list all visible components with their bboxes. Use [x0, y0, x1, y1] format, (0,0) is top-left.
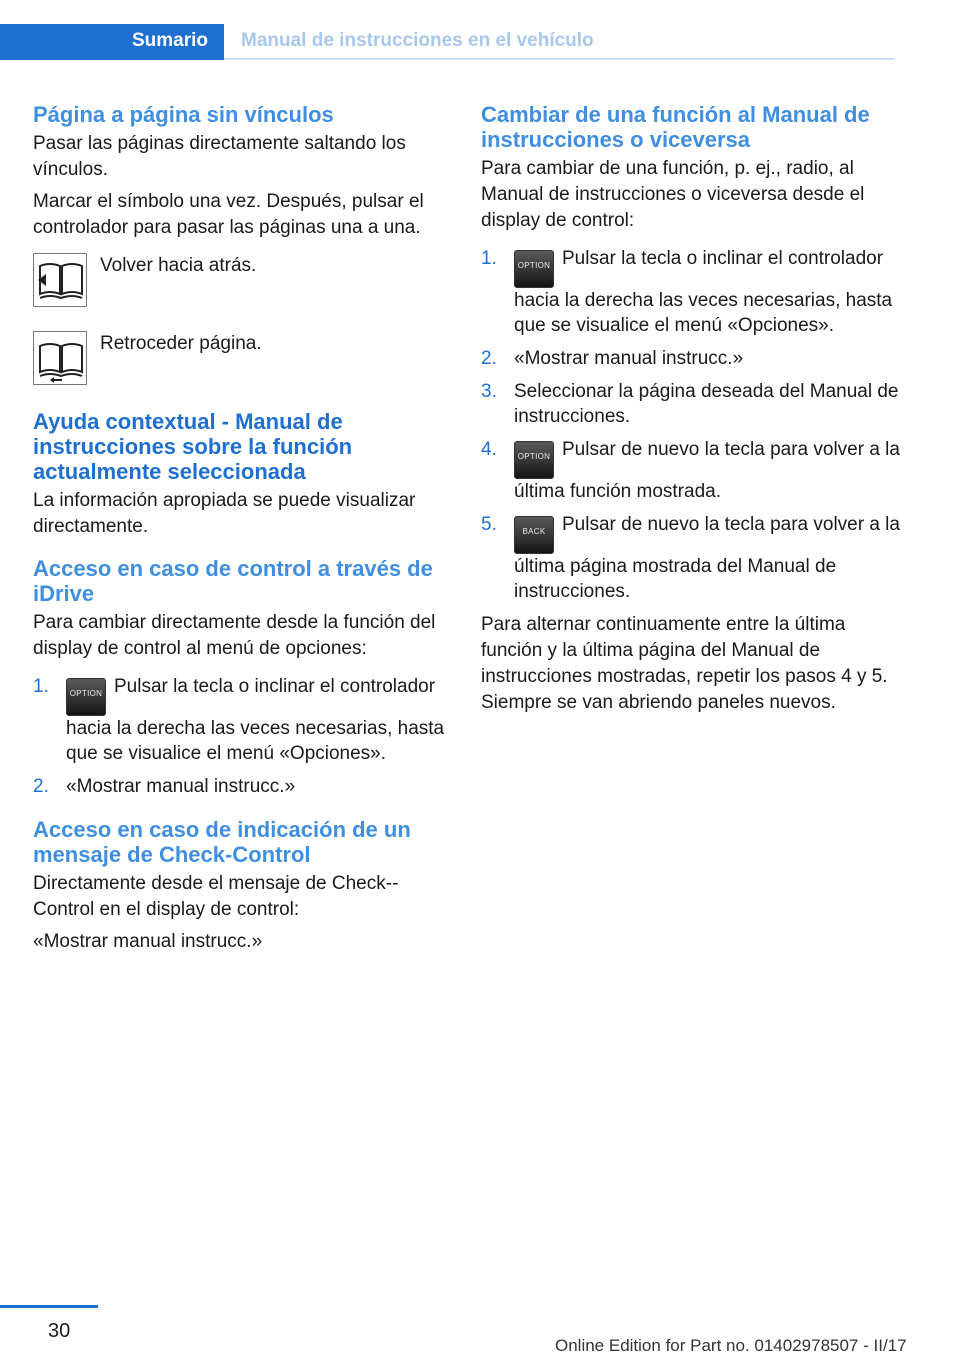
paragraph: Marcar el símbolo una vez. Después, pulsar el controlador para pasar las páginas una a una.: [33, 191, 424, 238]
tab-sumario[interactable]: Sumario: [0, 24, 224, 60]
step-text: Pulsar la tecla o inclinar el controlador hacia la derecha las veces necesarias, hasta que se visualice el menú «Opciones».: [514, 248, 893, 336]
list-item: [33, 674, 453, 766]
step-number: 1.: [33, 676, 49, 697]
step-text: Pulsar la tecla o inclinar el controlador hacia la derecha las veces necesarias, hasta que se visualice el menú «Opciones».: [66, 676, 445, 764]
section-title-switch-function: Cambiar de una función al Manual de instrucciones o viceversa: [481, 102, 870, 152]
header-divider: [224, 58, 895, 60]
step-number: 5.: [481, 514, 497, 535]
list-item: [481, 346, 901, 371]
step-number: 1.: [481, 248, 497, 269]
left-column: [33, 102, 453, 961]
paragraph: Pasar las páginas directamente saltando los vínculos.: [33, 133, 406, 180]
paragraph: Directamente desde el mensaje de Check--Control en el display de control:: [33, 873, 399, 920]
step-text: Seleccionar la página deseada del Manual de instrucciones.: [514, 381, 899, 427]
step-number: 2.: [33, 776, 49, 797]
step-text: Pulsar de nuevo la tecla para volver a la última página mostrada del Manual de instrucciones.: [514, 514, 900, 602]
footer-divider: [0, 1305, 98, 1308]
paragraph: Para cambiar de una función, p. ej., radio, al Manual de instrucciones o viceversa desde el display de control:: [481, 158, 865, 231]
step-text: «Mostrar manual instrucc.»: [514, 348, 744, 369]
paragraph: «Mostrar manual instrucc.»: [33, 931, 263, 952]
list-item: [481, 379, 901, 429]
icon-row-back: [33, 253, 453, 313]
icon-row-previous: [33, 331, 453, 391]
steps-switch: [481, 246, 901, 604]
back-button-icon: BACK: [514, 516, 554, 554]
option-button-icon: OPTION: [514, 250, 554, 288]
icon-label-previous: Retroceder página.: [100, 333, 262, 354]
section-title-idrive: Acceso en caso de control a través de iDrive: [33, 556, 433, 606]
page-number: 30: [48, 1320, 71, 1342]
list-item: [481, 437, 901, 504]
step-text: «Mostrar manual instrucc.»: [66, 776, 296, 797]
paragraph: Para alternar continuamente entre la última función y la última página del Manual de instrucciones mostradas, repetir los pasos 4 y 5. Siempre se van abriendo paneles nuevos.: [481, 614, 888, 713]
option-button-icon: OPTION: [66, 678, 106, 716]
list-item: [481, 512, 901, 604]
steps-idrive: [33, 674, 453, 799]
step-number: 2.: [481, 348, 497, 369]
step-number: 3.: [481, 381, 497, 402]
paragraph: La información apropiada se puede visualizar directamente.: [33, 490, 416, 537]
section-title-check-control: Acceso en caso de indicación de un mensaje de Check-Control: [33, 817, 411, 867]
list-item: [33, 774, 453, 799]
book-previous-page-icon[interactable]: [33, 331, 87, 385]
step-number: 4.: [481, 439, 497, 460]
section-title-contextual-help: Ayuda contextual - Manual de instrucciones sobre la función actualmente seleccionada: [33, 409, 353, 484]
list-item: [481, 246, 901, 338]
chapter-title-link[interactable]: Manual de instrucciones en el vehículo: [241, 30, 594, 51]
paragraph: Para cambiar directamente desde la función del display de control al menú de opciones:: [33, 612, 436, 659]
page-header: [0, 24, 895, 62]
right-column: [481, 102, 901, 722]
edition-note: Online Edition for Part no. 01402978507 - II/17: [555, 1336, 907, 1355]
book-back-icon[interactable]: [33, 253, 87, 307]
section-title-page-by-page: Página a página sin vínculos: [33, 102, 334, 127]
icon-label-back: Volver hacia atrás.: [100, 255, 257, 276]
option-button-icon: OPTION: [514, 441, 554, 479]
step-text: Pulsar de nuevo la tecla para volver a la última función mostrada.: [514, 439, 900, 502]
